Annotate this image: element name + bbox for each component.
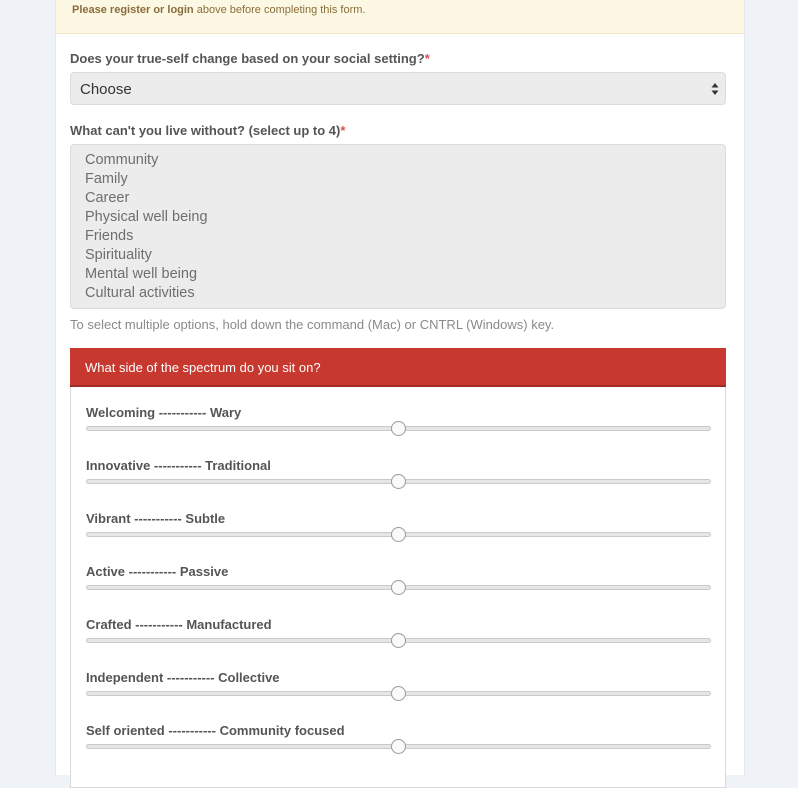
slider-label: Self oriented ----------- Community focused — [86, 723, 345, 738]
listbox-option[interactable]: Physical well being — [85, 209, 208, 225]
notice-text — [72, 4, 365, 16]
listbox-option[interactable]: Cultural activities — [85, 285, 195, 301]
listbox-option[interactable]: Friends — [85, 228, 134, 244]
required-mark: * — [340, 123, 346, 138]
form-card — [55, 0, 745, 775]
spectrum-panel — [70, 348, 726, 788]
slider-label: Crafted ----------- Manufactured — [86, 617, 272, 632]
slider-label: Innovative ----------- Traditional — [86, 458, 271, 473]
slider-thumb[interactable] — [391, 527, 406, 542]
slider-label: Active ----------- Passive — [86, 564, 229, 579]
select-value: Choose — [80, 81, 132, 98]
required-mark: * — [424, 51, 430, 66]
listbox-option[interactable]: Career — [85, 190, 130, 206]
listbox-option[interactable]: Community — [85, 152, 159, 168]
slider-thumb[interactable] — [391, 580, 406, 595]
question-2-text: What can't you live without? (select up to 4) — [70, 123, 341, 138]
slider-thumb[interactable] — [391, 474, 406, 489]
question-1-label — [70, 51, 430, 66]
question-1-text: Does your true-self change based on your social setting? — [70, 51, 425, 66]
panel-title: What side of the spectrum do you sit on? — [85, 360, 321, 375]
listbox-option[interactable]: Spirituality — [85, 247, 152, 263]
slider-thumb[interactable] — [391, 686, 406, 701]
listbox-option[interactable]: Mental well being — [85, 266, 198, 282]
login-notice — [56, 0, 744, 34]
slider-label: Welcoming ----------- Wary — [86, 405, 242, 420]
cant-live-without-listbox[interactable] — [70, 144, 726, 309]
slider-label: Vibrant ----------- Subtle — [86, 511, 226, 526]
slider-thumb[interactable] — [391, 421, 406, 436]
slider-thumb[interactable] — [391, 739, 406, 754]
question-2-label — [70, 123, 345, 138]
register-login-link[interactable]: Please register or login — [72, 4, 194, 16]
panel-header — [70, 348, 726, 387]
select-arrows-icon — [711, 82, 719, 96]
listbox-option[interactable]: Family — [85, 171, 128, 187]
slider-thumb[interactable] — [391, 633, 406, 648]
notice-rest: above before completing this form. — [193, 4, 366, 16]
social-setting-select[interactable] — [70, 72, 726, 105]
slider-label: Independent ----------- Collective — [86, 670, 280, 685]
multi-select-help-text: To select multiple options, hold down the command (Mac) or CNTRL (Windows) key. — [70, 317, 555, 332]
